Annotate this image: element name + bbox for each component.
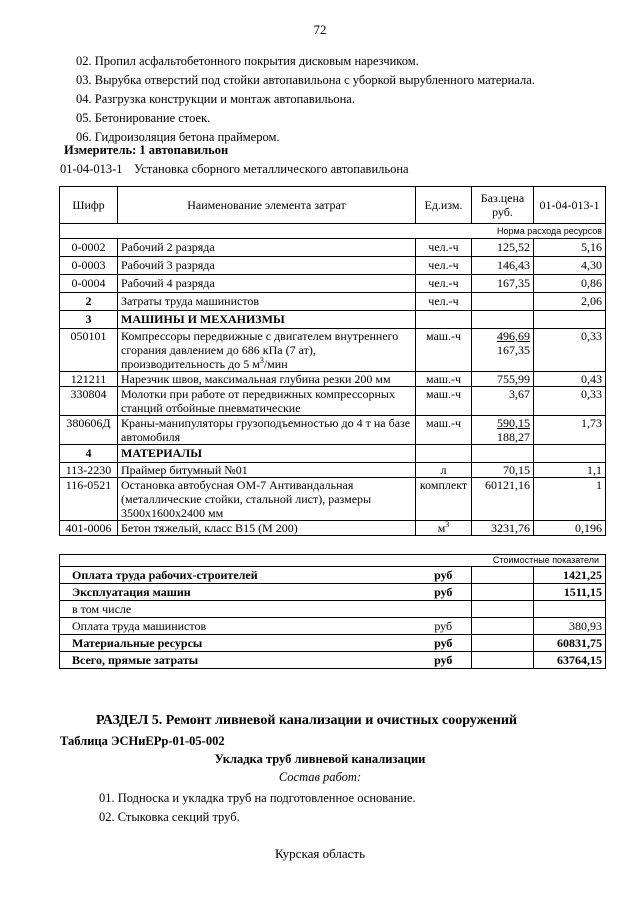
page-number: 72 [313,22,327,37]
cell-norm: 1,73 [534,416,606,445]
cell-code: 4 [60,445,118,463]
cell-unit-text: м [437,521,446,535]
table-row [60,311,606,329]
cell-price-value: 60121,16 [485,478,530,492]
cell-name-tail: /мин [263,357,288,371]
work-item: 04. Разгрузка конструкции и монтаж автопавильона. [76,92,355,106]
cell-name [118,275,416,293]
cell-name [118,478,416,521]
composition-label: Состав работ: [278,770,362,784]
cell-name [118,372,416,387]
summary-value: 1421,25 [534,567,606,584]
table-subtitle: Укладка труб ливневой канализации [214,752,426,766]
summary-label: Материальные ресурсы [60,635,416,652]
header-code: Шифр [60,187,118,224]
work-item: 03. Вырубка отверстий под стойки автопавильона с уборкой вырубленного материала. [76,73,535,87]
summary-unit: руб [416,567,472,584]
summary-label: Оплата труда машинистов [60,618,416,635]
cell-price [472,329,534,372]
cell-price-value: 590,15 [497,416,530,430]
cell-unit [416,478,472,521]
cell-unit-text: маш.-ч [425,329,462,343]
cell-code: 121211 [60,372,118,387]
summary-label: в том числе [60,601,416,618]
header-unit: Ед.изм. [416,187,472,224]
cell-name [118,521,416,536]
cell-unit [416,521,472,536]
cell-norm: 0,86 [534,275,606,293]
summary-unit: руб [416,635,472,652]
cell-norm: 0,43 [534,372,606,387]
summary-table [59,554,606,669]
table-header [60,187,606,224]
cell-unit [416,329,472,372]
cell-price-value: 70,15 [503,463,530,477]
cell-price [472,293,534,311]
summary-row [60,584,606,601]
cell-name-text: Бетон тяжелый, класс В15 (М 200) [121,521,298,535]
summary-label: Эксплуатация машин [60,584,416,601]
summary-row [60,635,606,652]
summary-unit: руб [416,652,472,669]
cell-name-sup: 3 [259,356,264,365]
cell-code: 0-0003 [60,257,118,275]
cell-price [472,275,534,293]
table-id: Таблица ЭСНиЕРр-01-05-002 [60,734,225,748]
page-footer: Курская область [274,846,365,861]
cell-name-text: Нарезчик швов, максимальная глубина резки 200 мм [121,372,391,386]
cell-price [472,257,534,275]
cell-norm: 4,30 [534,257,606,275]
cell-name-text: МАШИНЫ И МЕХАНИЗМЫ [121,312,285,326]
summary-label: Всего, прямые затраты [60,652,416,669]
summary-unit: руб [416,618,472,635]
summary-value: 60831,75 [534,635,606,652]
cell-name-text: Молотки при работе от передвижных компрессорных станций отбойные пневматические [121,387,395,415]
item-code: 01-04-013-1 [60,162,123,176]
cell-price [472,478,534,521]
cell-name [118,387,416,416]
cell-name-text: Праймер битумный №01 [121,463,248,477]
summary-caption: Стоимостные показатели [60,555,606,567]
cell-price [472,239,534,257]
cell-name [118,239,416,257]
table-row [60,372,606,387]
cell-name [118,463,416,478]
item-title: Установка сборного металлического автопавильона [134,162,409,176]
summary-row [60,601,606,618]
summary-empty [472,618,534,635]
meter-label: Измеритель: 1 автопавильон [64,143,229,157]
summary-caption-row [60,555,606,567]
cell-price [472,372,534,387]
cell-unit-text: чел.-ч [428,240,459,254]
summary-empty [472,601,534,618]
summary-row [60,567,606,584]
cell-price [472,463,534,478]
cell-unit [416,311,472,329]
cell-norm: 1 [534,478,606,521]
cell-code: 0-0004 [60,275,118,293]
cell-norm: 0,196 [534,521,606,536]
cell-price-value: 755,99 [497,372,530,386]
cell-norm [534,445,606,463]
cell-unit-text: чел.-ч [428,258,459,272]
summary-empty [472,567,534,584]
cell-unit [416,239,472,257]
cell-norm: 0,33 [534,387,606,416]
cell-price-value: 3231,76 [491,521,530,535]
work-item: 05. Бетонирование стоек. [76,111,211,125]
cell-price-secondary: 167,35 [497,343,530,357]
cell-code: 2 [60,293,118,311]
header-norm: 01-04-013-1 [534,187,606,224]
cell-code: 330804 [60,387,118,416]
cell-name-text: Рабочий 3 разряда [121,258,215,272]
cell-name-text: МАТЕРИАЛЫ [121,446,202,460]
cell-price-value: 146,43 [497,258,530,272]
summary-unit: руб [416,584,472,601]
cell-unit [416,293,472,311]
cell-unit [416,445,472,463]
cell-price-value: 125,52 [497,240,530,254]
resource-table [59,186,606,536]
cell-price [472,416,534,445]
cell-code: 3 [60,311,118,329]
table-row [60,293,606,311]
cell-name [118,257,416,275]
summary-empty [472,584,534,601]
cell-unit [416,275,472,293]
table-row [60,521,606,536]
cell-price-value: 167,35 [497,276,530,290]
cell-code: 116-0521 [60,478,118,521]
cell-unit-text: маш.-ч [425,372,462,386]
cell-name-text: Рабочий 4 разряда [121,276,215,290]
cell-price-value: 3,67 [509,387,530,401]
work-list-top [76,52,535,147]
header-name: Наименование элемента затрат [118,187,416,224]
cell-name-text: Остановка автобусная ОМ-7 Антивандальная (металлические стойки, стальной лист), размеры 3500х1600х2400 мм [121,478,372,520]
table-row [60,275,606,293]
work-item: 06. Гидроизоляция бетона праймером. [76,130,280,144]
work-list-bottom [99,789,416,827]
cell-price [472,387,534,416]
cell-unit [416,387,472,416]
cell-price [472,521,534,536]
cell-code: 380606Д [60,416,118,445]
table-row [60,478,606,521]
item-heading [60,162,409,177]
table-row [60,329,606,372]
table-row [60,463,606,478]
cell-unit [416,416,472,445]
cell-unit-text: чел.-ч [428,276,459,290]
cell-name-text: Краны-манипуляторы грузоподъемностью до 4 т на базе автомобиля [121,416,411,444]
cell-norm: 5,16 [534,239,606,257]
cell-unit-text: чел.-ч [428,294,459,308]
cell-unit-text: маш.-ч [425,387,462,401]
summary-empty [472,652,534,669]
work-item: 02. Пропил асфальтобетонного покрытия дисковым нарезчиком. [76,54,419,68]
cell-norm: 0,33 [534,329,606,372]
cell-price [472,311,534,329]
cell-unit-sup: 3 [445,520,450,529]
work-item: 01. Подноска и укладка труб на подготовленное основание. [99,791,416,805]
norm-caption: Норма расхода ресурсов [60,224,606,239]
summary-value: 63764,15 [534,652,606,669]
table-row [60,239,606,257]
work-item: 02. Стыковка секций труб. [99,810,240,824]
cell-name-text: Компрессоры передвижные с двигателем внутреннего сгорания давлением до 686 кПа (7 ат), производительность до 5 м [121,329,399,371]
cell-unit-text: комплект [419,478,468,492]
cell-unit-text: маш.-ч [425,416,462,430]
norm-caption-row [60,224,606,239]
cell-name [118,311,416,329]
section-title: РАЗДЕЛ 5. Ремонт ливневой канализации и очистных сооружений [96,713,517,728]
summary-row [60,618,606,635]
table-row [60,416,606,445]
cell-norm: 2,06 [534,293,606,311]
cell-unit [416,372,472,387]
table-row [60,257,606,275]
summary-row [60,652,606,669]
cell-code: 050101 [60,329,118,372]
cell-code: 401-0006 [60,521,118,536]
cell-code: 113-2230 [60,463,118,478]
table-row [60,445,606,463]
cell-name [118,445,416,463]
header-price: Баз.цена руб. [472,187,534,224]
cell-price-value: 496,69 [497,329,530,343]
cell-price-secondary: 188,27 [497,430,530,444]
summary-value [534,601,606,618]
table-row [60,387,606,416]
cell-norm [534,311,606,329]
cell-name-text: Затраты труда машинистов [121,294,260,308]
cell-name [118,329,416,372]
cell-unit [416,463,472,478]
summary-value: 1511,15 [534,584,606,601]
cell-unit-text: л [440,463,447,477]
cell-name [118,293,416,311]
cell-norm: 1,1 [534,463,606,478]
cell-price [472,445,534,463]
summary-value: 380,93 [534,618,606,635]
summary-label: Оплата труда рабочих-строителей [60,567,416,584]
cell-name-text: Рабочий 2 разряда [121,240,215,254]
cell-unit [416,257,472,275]
cell-code: 0-0002 [60,239,118,257]
summary-empty [472,635,534,652]
summary-unit [416,601,472,618]
cell-name [118,416,416,445]
